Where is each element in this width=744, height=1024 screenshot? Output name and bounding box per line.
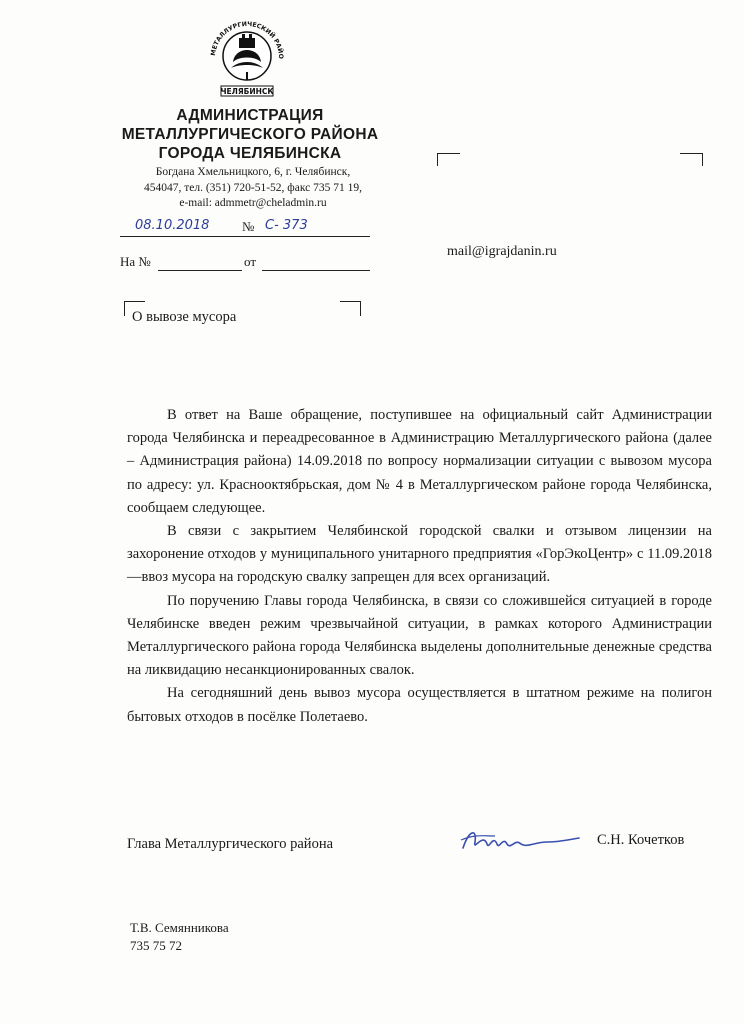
registration-number-label: № xyxy=(242,219,255,234)
letter-subject: О вывозе мусора xyxy=(132,309,237,325)
signatory-name: С.Н. Кочетков xyxy=(597,832,685,848)
org-line-2: МЕТАЛЛУРГИЧЕСКОГО РАЙОНА xyxy=(121,126,379,143)
reply-reference-line xyxy=(120,253,370,273)
body-paragraph-2: В связи с закрытием Челябинской городской свалки и отзывом лицензии на захоронение отходов у муниципального унитарного предприятия «ГорЭкоЦентр» с 11.09.2018 —ввоз мусора на городскую свалку запрещен для всех организаций. xyxy=(127,523,712,586)
recipient-bracket-right xyxy=(680,153,703,166)
subject-bracket-right xyxy=(340,301,361,316)
registration-line xyxy=(120,218,370,238)
recipient-bracket-left xyxy=(437,153,460,166)
body-paragraph-3: По поручению Главы города Челябинска, в связи со сложившейся ситуацией в городе Челябинске введен режим чрезвычайной ситуации, в рамках которого Администрации Металлургического района города Челябинска выделены дополнительные денежные средства на ликвидацию несанкционированных свалок. xyxy=(127,592,712,679)
organization-name xyxy=(100,106,400,163)
executor-phone: 735 75 72 xyxy=(130,938,182,953)
reply-from-label: от xyxy=(244,254,257,269)
handwritten-signature xyxy=(455,820,585,860)
registration-number: С- 373 xyxy=(265,218,308,233)
district-emblem-icon xyxy=(205,6,289,102)
org-line-3: ГОРОДА ЧЕЛЯБИНСКА xyxy=(158,145,342,162)
organization-address xyxy=(108,165,398,212)
address-line-1: Богдана Хмельницкого, 6, г. Челябинск, xyxy=(155,166,351,178)
executor-name: Т.В. Семянникова xyxy=(130,920,229,935)
recipient-email: mail@igrajdanin.ru xyxy=(447,244,557,259)
address-line-3: e-mail: admmetr@cheladmin.ru xyxy=(179,197,327,209)
executor-info xyxy=(130,919,229,955)
body-paragraph-1: В ответ на Ваше обращение, поступившее на официальный сайт Администрации города Челябинска и переадресованное в Администрацию Металлургического района (далее – Администрация района) 14.09.2018 по вопросу нормализации ситуации с вывозом мусора по адресу: ул. Краснооктябрьская, дом № 4 в Металлургическом районе города Челябинска, сообщаем следующее. xyxy=(127,407,712,516)
address-line-2: 454047, тел. (351) 720-51-52, факс 735 71 19, xyxy=(143,181,363,194)
emblem-ring-text: МЕТАЛЛУРГИЧЕСКИЙ РАЙО xyxy=(209,20,285,60)
registration-date: 08.10.2018 xyxy=(135,218,210,233)
letter-body xyxy=(127,404,712,729)
org-line-1: АДМИНИСТРАЦИЯ xyxy=(176,107,324,124)
body-paragraph-4: На сегодняшний день вывоз мусора осуществляется в штатном режиме на полигон бытовых отходов в посёлке Полетаево. xyxy=(127,685,712,725)
reply-number-label: На № xyxy=(120,254,151,269)
signatory-title: Глава Металлургического района xyxy=(127,836,334,852)
emblem-city-text: ЧЕЛЯБИНСК xyxy=(220,87,274,96)
